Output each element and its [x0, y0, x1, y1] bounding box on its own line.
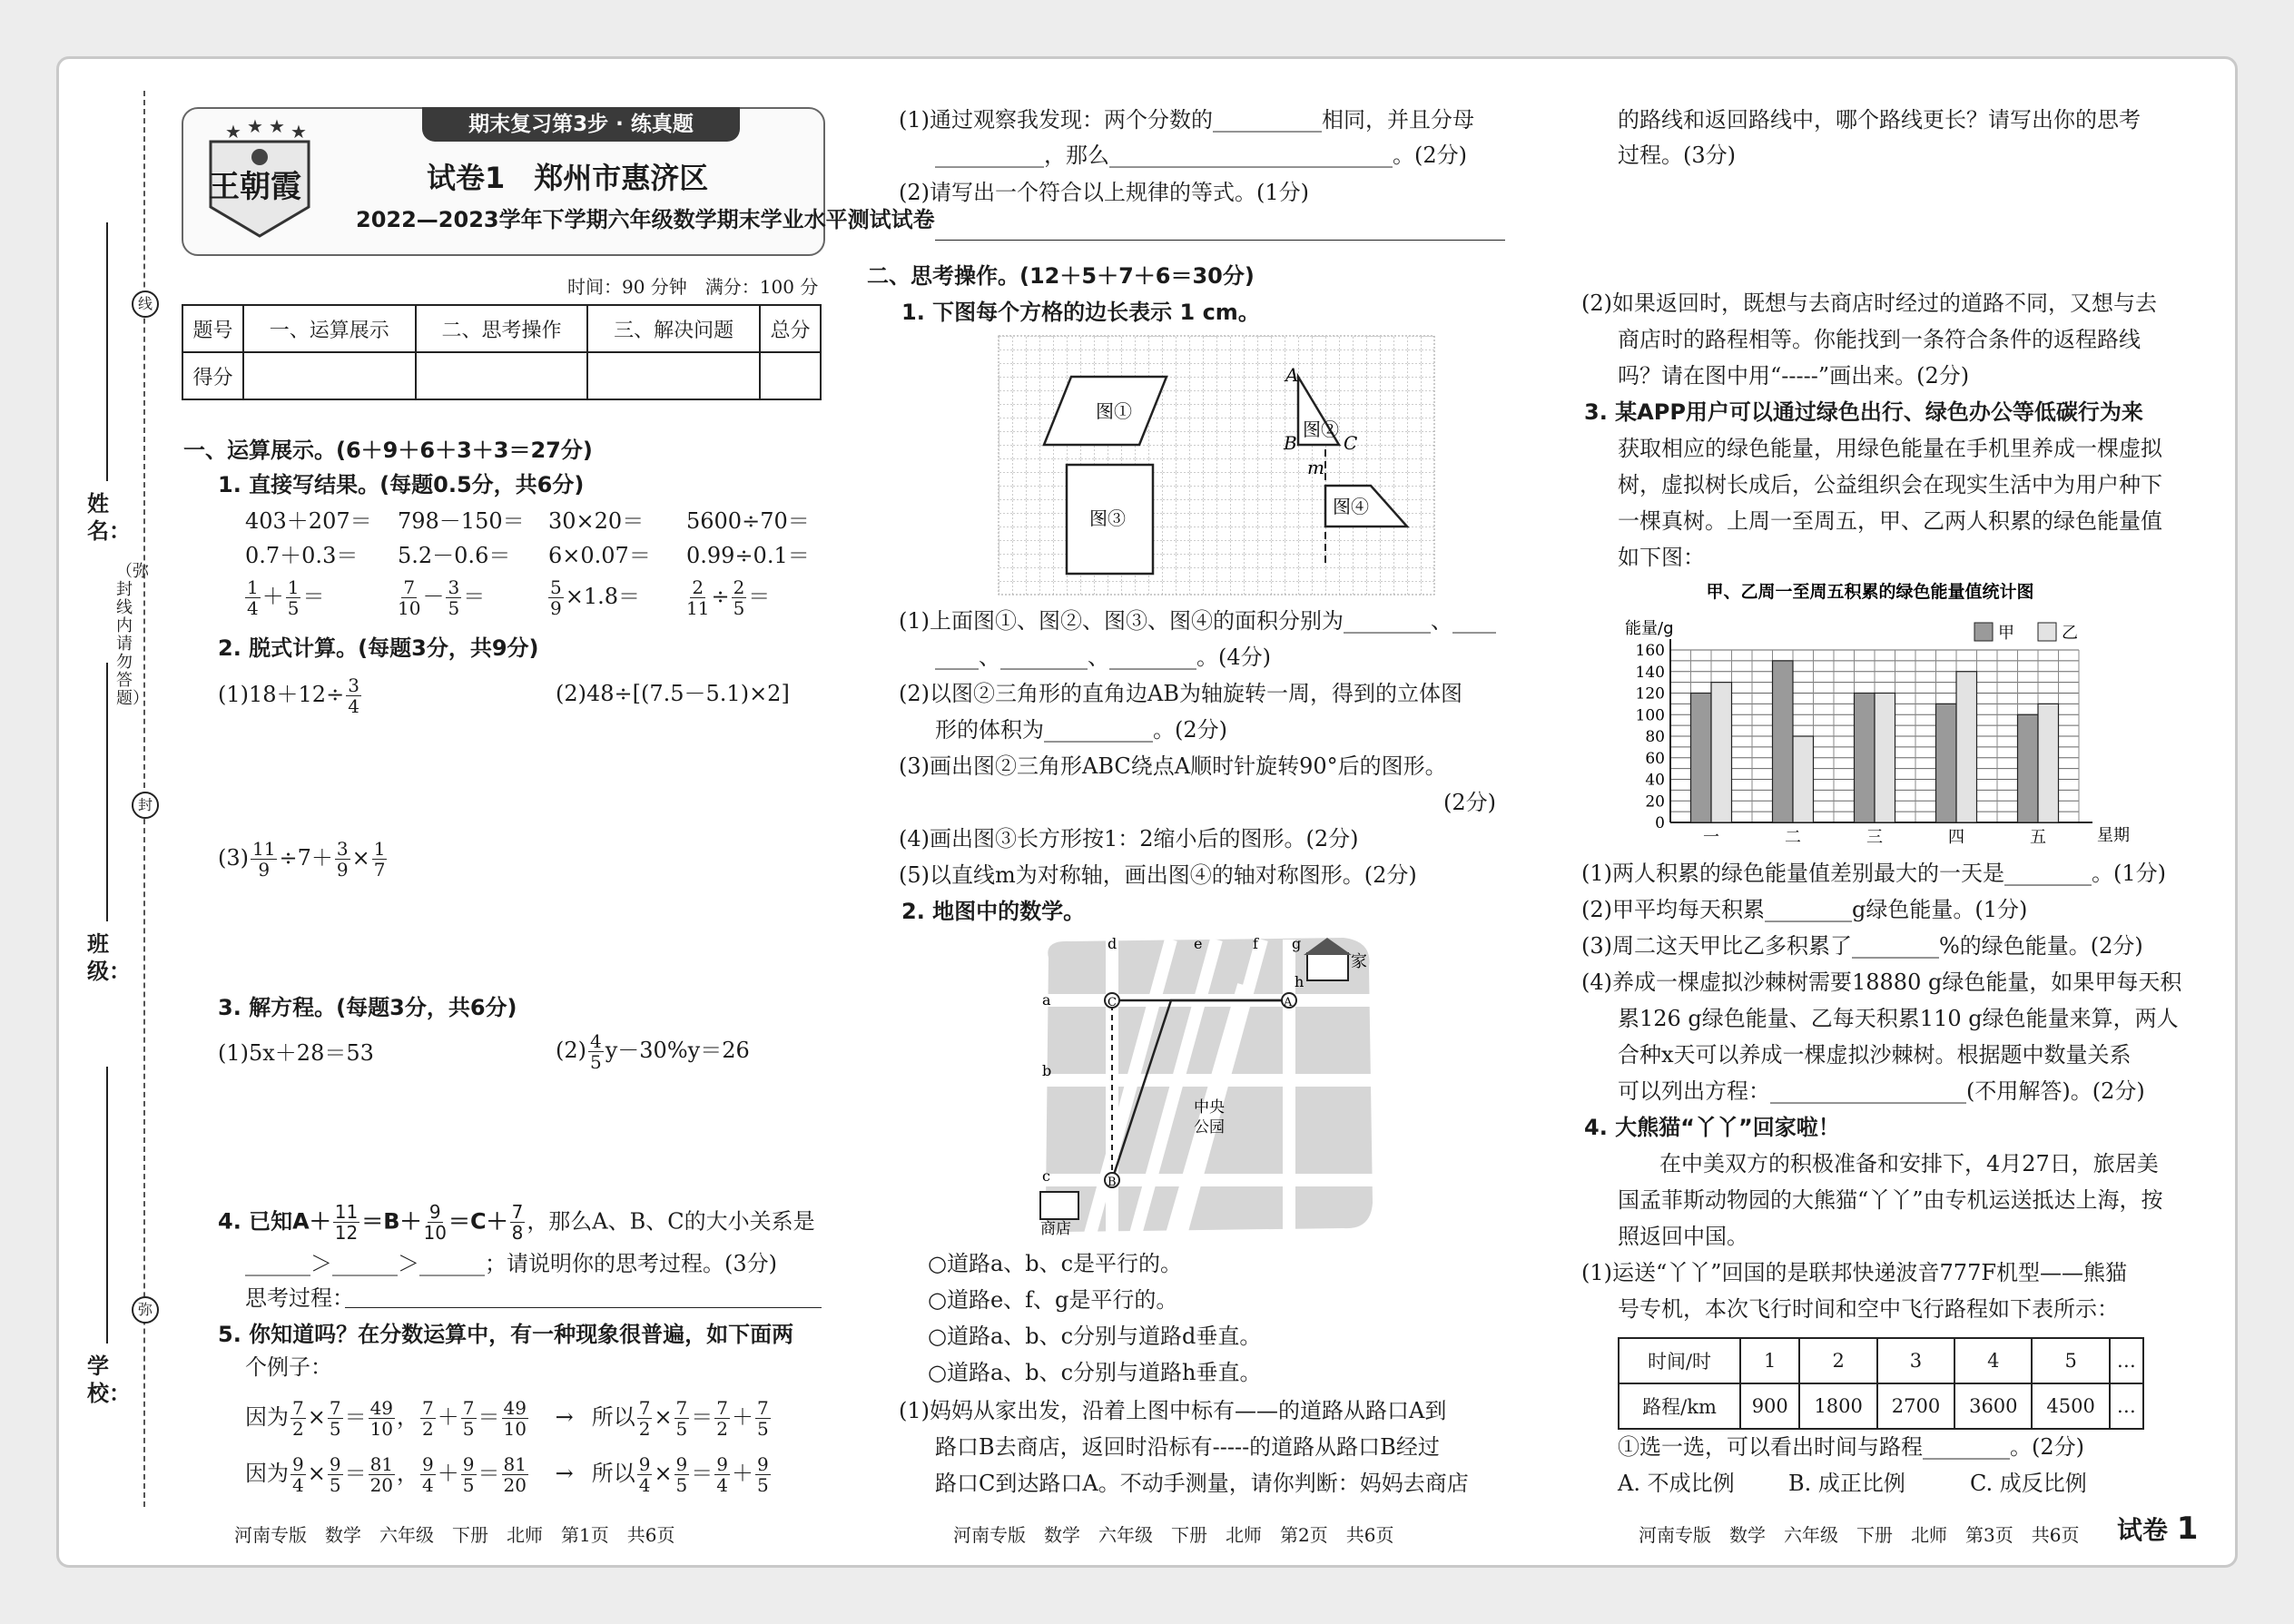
flight-cell: … [2110, 1338, 2143, 1383]
s2-q1-p1b: ____、________、________。(4分) [935, 645, 1271, 670]
q5-cont-line2: __________，那么__________________________。(2分) [935, 143, 1467, 168]
c3-line2: 过程。(3分) [1618, 143, 1736, 168]
chart-bar-jia [1936, 704, 1957, 822]
q2-title: 2. 脱式计算。(每题3分，共9分) [218, 635, 539, 661]
flight-table [1618, 1337, 2144, 1430]
fig1-label: 图① [1096, 400, 1132, 422]
chart-bar-yi [1875, 694, 1895, 823]
chart-ytick: 140 [1635, 663, 1665, 682]
c3-q4p1a: (1)运送“丫丫”回国的是联邦快递波音777F机型——熊猫 [1581, 1260, 2127, 1285]
score-table [182, 304, 822, 400]
road-map-svg [1035, 930, 1380, 1237]
s2-q2-p1c: 路口C到达路口A。不动手测量，请你判断：妈妈去商店 [935, 1471, 1469, 1496]
score-header: 总分 [760, 305, 821, 352]
c3-q4b: 国孟菲斯动物园的大熊猫“丫丫”由专机运送抵达上海，按 [1618, 1187, 2163, 1213]
s2-q2-title: 2. 地图中的数学。 [901, 899, 1086, 924]
road-f-label: f [1253, 935, 1258, 952]
score-cell[interactable] [416, 352, 588, 399]
school-field[interactable] [106, 1067, 108, 1343]
q5-title: 5. 你知道吗？在分数运算中，有一种现象很普遍，如下面两 [218, 1322, 794, 1347]
s2-q1-p2b: 形的体积为__________。(2分) [935, 717, 1227, 743]
section2-title: 二、思考操作。(12＋5＋7＋6＝30分) [867, 263, 1255, 289]
point-A-label: A [1285, 364, 1299, 386]
chart-ytick: 0 [1655, 814, 1665, 832]
legend-swatch-yi [2038, 623, 2056, 641]
road-option[interactable]: ○道路a、b、c分别与道路d垂直。 [928, 1324, 1262, 1349]
exam-title: 试卷1 郑州市惠济区 [427, 161, 709, 195]
chart-ytick: 100 [1635, 706, 1665, 725]
name-field[interactable] [106, 222, 108, 481]
s2-q1-p3: (3)画出图②三角形ABC绕点A顺时针旋转90°后的图形。 [899, 753, 1447, 779]
flight-cell: 路程/km [1619, 1383, 1740, 1429]
q5-cont-line3: (2)请写出一个符合以上规律的等式。(1分) [899, 180, 1309, 205]
s2-q1-title: 1. 下图每个方格的边长表示 1 cm。 [901, 300, 1260, 325]
road-g-label: g [1292, 935, 1302, 952]
shop-label: 商店 [1040, 1220, 1071, 1238]
choice-option-c[interactable]: C. 成反比例 [1970, 1471, 2087, 1496]
crossing-B-label: B [1108, 1176, 1117, 1189]
q5-equation-answer-line[interactable] [935, 240, 1505, 241]
flight-cell: 时间/时 [1619, 1338, 1740, 1383]
park-label-1: 中央 [1194, 1098, 1225, 1117]
name-label: 姓名： [87, 491, 131, 544]
svg-text:★: ★ [247, 115, 263, 137]
chart-ytick: 80 [1645, 728, 1665, 746]
binding-mark-mi: 弥 [132, 1296, 159, 1324]
legend-label-yi: 乙 [2062, 624, 2078, 643]
line-m-label: m [1307, 457, 1324, 478]
c3-q4p1b: 号专机，本次飞行时间和空中飞行路程如下表所示： [1618, 1296, 2119, 1322]
flight-cell: 1800 [1799, 1383, 1876, 1429]
q4-line2: ______＞______＞______；请说明你的思考过程。(3分) [245, 1251, 777, 1276]
svg-text:★: ★ [269, 115, 285, 137]
s2-q1-p4: (4)画出图③长方形按1：2缩小后的图形。(2分) [899, 826, 1359, 851]
chart-xtick: 五 [2030, 828, 2046, 847]
flight-cell: 900 [1740, 1383, 1799, 1429]
flight-cell: 1 [1740, 1338, 1799, 1383]
energy-chart-svg [1616, 577, 2130, 850]
q5-example1: 因为 $\frac{7}{2}$ × $\frac{7}{5}$ ＝ $\frac{49}{10}$ ， $\frac{7}{2}$ ＋ $\frac{7}{5}$ ＝ $\frac{49}{10}$ → 所以 $\frac{7}{2}$ × $\frac{7}{5}$ ＝ $\frac{7}{2}$ ＋ $\frac{7}{5}$ [245, 1397, 769, 1440]
q2-part2: (2)48÷[(7.5－5.1)×2] [556, 681, 790, 706]
calc-item-frac: $\frac{1}{4}$ ＋ $\frac{1}{5}$ ＝ [247, 576, 325, 619]
score-header: 二、思考操作 [416, 305, 588, 352]
energy-chart [1616, 577, 2130, 850]
score-cell[interactable] [760, 352, 821, 399]
chart-xtick: 四 [1948, 828, 1964, 847]
q5-cont-line1: (1)通过观察我发现：两个分数的__________相同，并且分母 [899, 107, 1474, 133]
road-option[interactable]: ○道路a、b、c分别与道路h垂直。 [928, 1360, 1262, 1385]
svg-text:★: ★ [225, 121, 241, 143]
chart-xtick: 二 [1785, 828, 1801, 847]
class-field[interactable] [106, 663, 108, 921]
s2-q1-p1: (1)上面图①、图②、图③、图④的面积分别为________、____ [899, 608, 1496, 634]
banner [422, 107, 740, 142]
s2-q2-p1b: 路口B去商店，返回时沿标有-----的道路从路口B经过 [935, 1434, 1440, 1460]
q2-part3: (3) $\frac{11}{9}$ ÷7＋ $\frac{3}{9}$ × $\frac{1}{7}$ [218, 838, 386, 881]
banner-text: 期末复习第3步 · 练真题 [468, 113, 694, 136]
school-label: 学校： [87, 1353, 131, 1406]
s2-q1-p3b: (2分) [1443, 790, 1496, 815]
q4-answer-line[interactable] [345, 1307, 822, 1308]
grid-figure-svg [999, 336, 1434, 595]
q3-title: 3. 解方程。(每题3分，共6分) [218, 995, 517, 1020]
c3-q3a: 3. 某APP用户可以通过绿色出行、绿色办公等低碳行为来 [1584, 399, 2143, 425]
chart-bar-yi [2038, 704, 2059, 822]
binding-mark-feng: 封 [132, 792, 159, 819]
score-header: 一、运算展示 [243, 305, 416, 352]
calc-item-frac: $\frac{7}{10}$ － $\frac{3}{5}$ ＝ [398, 576, 486, 619]
fig3-label: 图③ [1089, 507, 1126, 529]
calc-item: 0.99÷0.1＝ [686, 543, 810, 568]
crossing-A-label: A [1284, 996, 1293, 1009]
road-e-label: e [1194, 935, 1203, 952]
calc-item: 6×0.07＝ [548, 543, 651, 568]
chart-ytick: 20 [1645, 792, 1665, 812]
c3-q3e: 如下图： [1618, 545, 1705, 570]
footer-page1: 河南专版 数学 六年级 下册 北师 第1页 共6页 [234, 1524, 675, 1546]
flight-cell: 4 [1954, 1338, 2032, 1383]
calc-item-frac: $\frac{2}{11}$ ÷ $\frac{2}{5}$ ＝ [686, 576, 771, 619]
q1-title: 1. 直接写结果。(每题0.5分，共6分) [218, 472, 585, 497]
q2-part1: (1)18＋12÷ $\frac{3}{4}$ [218, 674, 359, 717]
c3-s4c: 合种x天可以养成一棵虚拟沙棘树。根据题中数量关系 [1618, 1042, 2132, 1068]
flight-cell: 3600 [1954, 1383, 2032, 1429]
c3-q4-title: 4. 大熊猫“丫丫”回家啦！ [1584, 1115, 1840, 1140]
c3-q4c: 照返回中国。 [1618, 1224, 1748, 1249]
road-a-label: a [1042, 991, 1051, 1009]
chart-xtick: 三 [1866, 828, 1883, 847]
legend-label-jia: 甲 [1998, 624, 2014, 643]
class-label: 班级： [87, 931, 131, 984]
flight-cell: 4500 [2032, 1383, 2109, 1429]
q4-line1: 4. 已知A＋ $\frac{11}{12}$ ＝B＋ $\frac{9}{10}$ ＝C＋ $\frac{7}{8}$ ，那么A、B、C的大小关系是 [218, 1201, 815, 1244]
park-label-2: 公园 [1194, 1118, 1225, 1137]
score-header: 三、解决问题 [587, 305, 760, 352]
chart-ytick: 120 [1635, 684, 1665, 704]
time-info: 时间：90 分钟 满分：100 分 [567, 276, 819, 298]
chart-bar-jia [1691, 694, 1712, 823]
c3-q3d: 一棵真树。上周一至周五，甲、乙两人积累的绿色能量值 [1618, 508, 2162, 534]
c3-s4d: 可以列出方程：__________________(不用解答)。(2分) [1618, 1078, 2145, 1104]
score-cell[interactable] [243, 352, 416, 399]
seal-note: （弥封线内请勿答题） [116, 562, 149, 708]
chart-bar-yi [1711, 683, 1732, 822]
section1-title: 一、运算展示。(6＋9＋6＋3＋3＝27分) [183, 438, 593, 463]
flight-cell: 2700 [1877, 1383, 1954, 1429]
chart-bar-yi [1956, 672, 1977, 822]
calc-item: 0.7＋0.3＝ [245, 543, 359, 568]
c3-p2a: (2)如果返回时，既想与去商店时经过的道路不同，又想与去 [1581, 290, 2157, 316]
score-cell[interactable] [587, 352, 760, 399]
fig2-label: 图② [1303, 418, 1339, 440]
calc-item: 798－150＝ [398, 508, 525, 534]
q5-title2: 个例子： [245, 1354, 332, 1380]
grid-figure[interactable] [999, 336, 1434, 595]
chart-bar-jia [1773, 661, 1794, 822]
footer-page3: 河南专版 数学 六年级 下册 北师 第3页 共6页 [1639, 1524, 2080, 1546]
q3-part2: (2) $\frac{4}{5}$ y－30%y＝26 [556, 1030, 750, 1073]
chart-bar-jia [2018, 714, 2039, 822]
c3-q3c: 树，虚拟树长成后，公益组织会在现实生活中为用户种下 [1618, 472, 2162, 497]
home-label: 家 [1351, 952, 1367, 971]
c3-s1: (1)两人积累的绿色能量值差别最大的一天是________。(1分) [1581, 861, 2166, 886]
q3-part1: (1)5x＋28＝53 [218, 1040, 374, 1066]
chart-title: 甲、乙周一至周五积累的绿色能量值统计图 [1706, 582, 2034, 602]
c3-line1: 的路线和返回路线中，哪个路线更长？请写出你的思考 [1618, 107, 2141, 133]
c3-q3b: 获取相应的绿色能量，用绿色能量在手机里养成一棵虚拟 [1618, 436, 2162, 461]
calc-item: 403＋207＝ [245, 508, 372, 534]
footer-page2: 河南专版 数学 六年级 下册 北师 第2页 共6页 [953, 1524, 1394, 1546]
crossing-C-label: C [1108, 996, 1117, 1009]
c3-s4a: (4)养成一棵虚拟沙棘树需要18880 g绿色能量，如果甲每天积 [1581, 969, 2182, 995]
house-icon [1307, 953, 1348, 980]
s2-q1-p5: (5)以直线m为对称轴，画出图④的轴对称图形。(2分) [899, 862, 1417, 888]
flight-cell: … [2110, 1383, 2143, 1429]
c3-s3: (3)周二这天甲比乙多积累了________%的绿色能量。(2分) [1581, 933, 2143, 959]
choice-option-a[interactable]: A. 不成比例 [1618, 1471, 1735, 1496]
paper-badge: 试卷 1 [2117, 1511, 2199, 1547]
chart-ylabel: 能量/g [1625, 619, 1674, 638]
chart-xtick: 一 [1703, 828, 1719, 847]
logo [192, 116, 327, 243]
q5-example2: 因为 $\frac{9}{4}$ × $\frac{9}{5}$ ＝ $\frac{81}{20}$ ， $\frac{9}{4}$ ＋ $\frac{9}{5}$ ＝ $\frac{81}{20}$ → 所以 $\frac{9}{4}$ × $\frac{9}{5}$ ＝ $\frac{9}{4}$ ＋ $\frac{9}{5}$ [245, 1453, 769, 1496]
s2-q2-p1a: (1)妈妈从家出发，沿着上图中标有——的道路从路口A到 [899, 1398, 1447, 1423]
choice-option-b[interactable]: B. 成正比例 [1788, 1471, 1905, 1496]
road-h-label: h [1295, 973, 1305, 990]
binding-mark-xian: 线 [132, 290, 159, 318]
legend-swatch-jia [1974, 623, 1993, 641]
calc-item: 5600÷70＝ [686, 508, 810, 534]
c3-s2: (2)甲平均每天积累________g绿色能量。(1分) [1581, 897, 2028, 922]
score-header: 题号 [182, 305, 243, 352]
s2-q1-p2: (2)以图②三角形的直角边AB为轴旋转一周，得到的立体图 [899, 681, 1462, 706]
chart-xlabel: 星期 [2097, 826, 2130, 845]
calc-item: 30×20＝ [548, 508, 645, 534]
score-row-label: 得分 [182, 352, 243, 399]
chart-bar-yi [1793, 736, 1814, 822]
fig4-label: 图④ [1333, 496, 1369, 517]
c3-s4b: 累126 g绿色能量、乙每天积累110 g绿色能量来算，两人 [1618, 1006, 2179, 1031]
point-B-label: B [1284, 432, 1297, 454]
road-d-label: d [1108, 935, 1117, 952]
chart-ytick: 40 [1645, 771, 1665, 790]
svg-text:★: ★ [290, 121, 307, 143]
point-C-label: C [1344, 432, 1358, 454]
c3-p2c: 吗？请在图中用“-----”画出来。(2分) [1618, 363, 1970, 389]
road-b-label: b [1042, 1062, 1052, 1079]
flight-cell: 3 [1877, 1338, 1954, 1383]
c3-choose: ①选一选，可以看出时间与路程________。(2分) [1618, 1434, 2084, 1460]
road-map[interactable] [1035, 930, 1380, 1237]
c3-p2b: 商店时的路程相等。你能找到一条符合条件的返程路线 [1618, 327, 2141, 352]
road-option[interactable]: ○道路e、f、g是平行的。 [928, 1287, 1178, 1313]
flight-cell: 2 [1799, 1338, 1876, 1383]
road-option[interactable]: ○道路a、b、c是平行的。 [928, 1251, 1183, 1276]
chart-ytick: 160 [1635, 642, 1665, 660]
chart-bar-jia [1855, 694, 1876, 823]
c3-q4a: 在中美双方的积极准备和安排下，4月27日，旅居美 [1659, 1151, 2159, 1176]
q4-line3: 思考过程： [245, 1285, 354, 1311]
flight-cell: 5 [2032, 1338, 2109, 1383]
road-c-label: c [1042, 1167, 1050, 1185]
calc-item-frac: $\frac{5}{9}$ ×1.8＝ [550, 576, 641, 619]
chart-ytick: 60 [1645, 749, 1665, 768]
shop-icon [1040, 1192, 1078, 1219]
logo-text: 王朝霞 [209, 169, 301, 205]
exam-subtitle: 2022—2023学年下学期六年级数学期末学业水平测试试卷 [356, 207, 935, 232]
calc-item: 5.2－0.6＝ [398, 543, 511, 568]
